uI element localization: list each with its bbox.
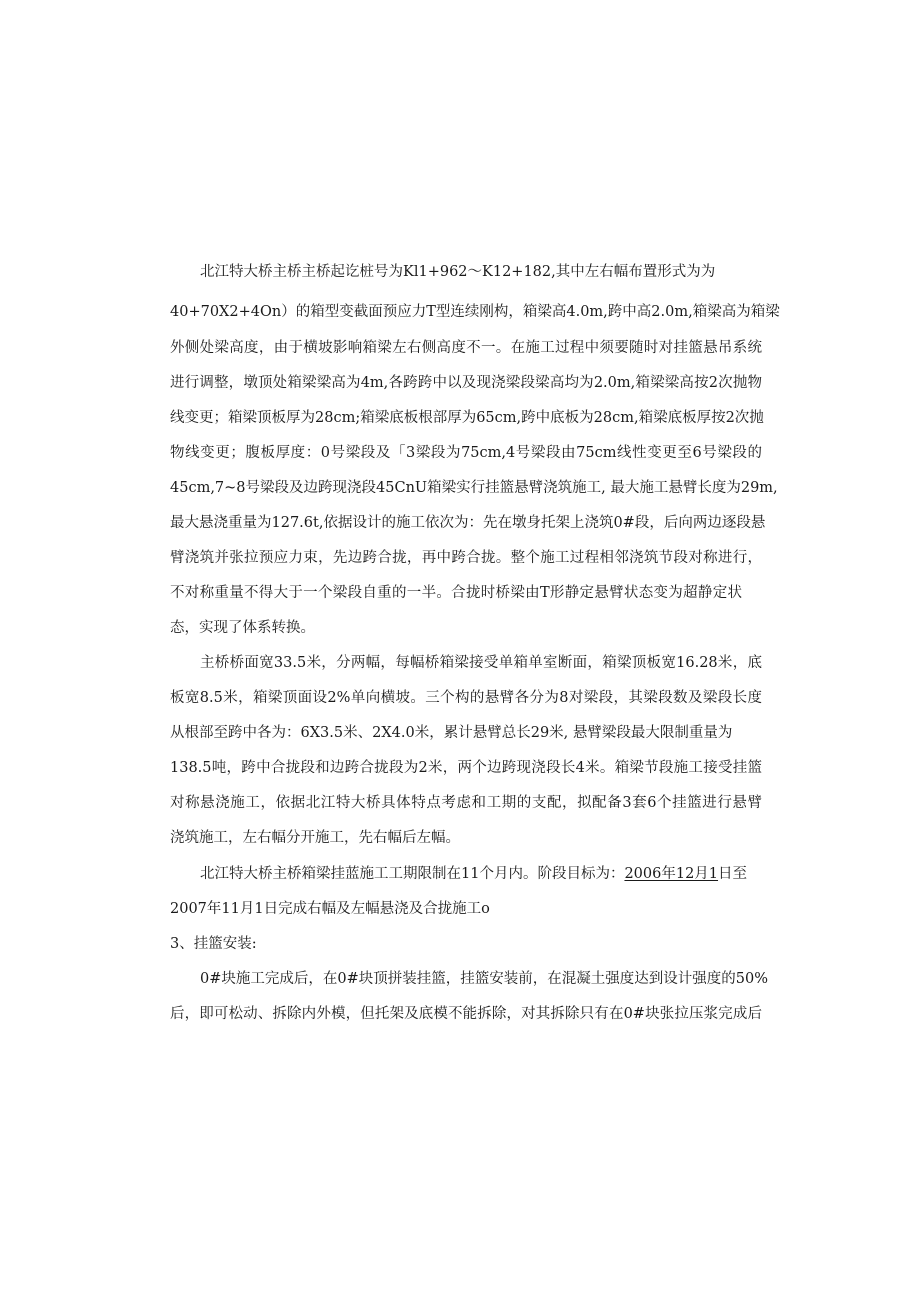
para3-line-1-tail: 日至 bbox=[718, 866, 748, 882]
para1-line-3: 外侧处梁高度，由于横坡影响箱梁左右侧高度不一。在施工过程中须要随时对挂篮悬吊系统 bbox=[170, 340, 762, 356]
para2-line-6: 浇筑施工，左右幅分开施工，先右幅后左幅。 bbox=[170, 830, 460, 846]
para2-line-3: 从根部至跨中各为：6X3.5米、2X4.0米，累计悬臂总长29米, 悬臂梁段最大限制重量为 bbox=[170, 725, 733, 741]
para2-line-4: 138.5吨，跨中合拢段和边跨合拢段为2米，两个边跨现浇段长4米。箱梁节段施工接受挂篮 bbox=[170, 760, 762, 776]
para1-line-6: 物线变更；腹板厚度：0号梁段及「3梁段为75cm,4号梁段由75cm线性变更至6号梁段的 bbox=[170, 445, 762, 461]
para1-line-9: 臂浇筑并张拉预应力束，先边跨合拢，再中跨合拢。整个施工过程相邻浇筑节段对称进行， bbox=[170, 550, 762, 566]
para2-line-1: 主桥桥面宽33.5米，分两幅，每幅桥箱梁接受单箱单室断面，箱梁顶板宽16.28米，底 bbox=[200, 655, 762, 671]
para3-line-1-text: 北江特大桥主桥箱梁挂蓝施工工期限制在11个月内。阶段目标为： bbox=[200, 866, 625, 882]
para1-line-8: 最大悬浇重量为127.6t,依据设计的施工依次为：先在墩身托架上浇筑0#段，后向两边逐段悬 bbox=[170, 515, 766, 531]
para3-line-1 bbox=[200, 864, 747, 884]
para2-line-5: 对称悬浇施工，依据北江特大桥具体特点考虑和工期的支配，拟配备3套6个挂篮进行悬臂 bbox=[170, 795, 762, 811]
para1-line-10: 不对称重量不得大于一个梁段自重的一半。合拢时桥梁由T形静定悬臂状态变为超静定状 bbox=[170, 585, 742, 601]
para1-line-1: 北江特大桥主桥主桥起讫桩号为Kl1+962～K12+182,其中左右幅布置形式为为 bbox=[200, 264, 716, 280]
para1-line-2: 40+70X2+4On）的箱型变截面预应力T型连续刚构，箱梁高4.0m,跨中高2.0m,箱梁高为箱梁 bbox=[170, 304, 780, 320]
section-heading: 3、挂篮安装: bbox=[170, 936, 257, 952]
para3-underlined-date: 2006年12月1 bbox=[624, 866, 719, 882]
para3-line-2: 2007年11月1日完成右幅及左幅悬浇及合拢施工o bbox=[170, 901, 490, 917]
para4-line-1: 0#块施工完成后，在0#块顶拼装挂篮，挂篮安装前，在混凝土强度达到设计强度的50% bbox=[200, 971, 768, 987]
para1-line-7: 45cm,7~8号梁段及边跨现浇段45CnU箱梁实行挂篮悬臂浇筑施工, 最大施工悬臂长度为29m, bbox=[170, 480, 778, 496]
para1-line-4: 进行调整，墩顶处箱梁梁高为4m,各跨跨中以及现浇梁段梁高均为2.0m,箱梁梁高按2次抛物 bbox=[170, 375, 762, 391]
para1-line-11: 态，实现了体系转换。 bbox=[170, 620, 315, 636]
para1-line-5: 线变更；箱梁顶板厚为28cm;箱梁底板根部厚为65cm,跨中底板为28cm,箱梁底板厚按2次抛 bbox=[170, 410, 764, 426]
para2-line-2: 板宽8.5米，箱梁顶面设2%单向横坡。三个构的悬臂各分为8对梁段，其梁段数及梁段长度 bbox=[170, 690, 762, 706]
para4-line-2: 后，即可松动、拆除内外模，但托架及底模不能拆除，对其拆除只有在0#块张拉压浆完成后 bbox=[170, 1006, 762, 1022]
